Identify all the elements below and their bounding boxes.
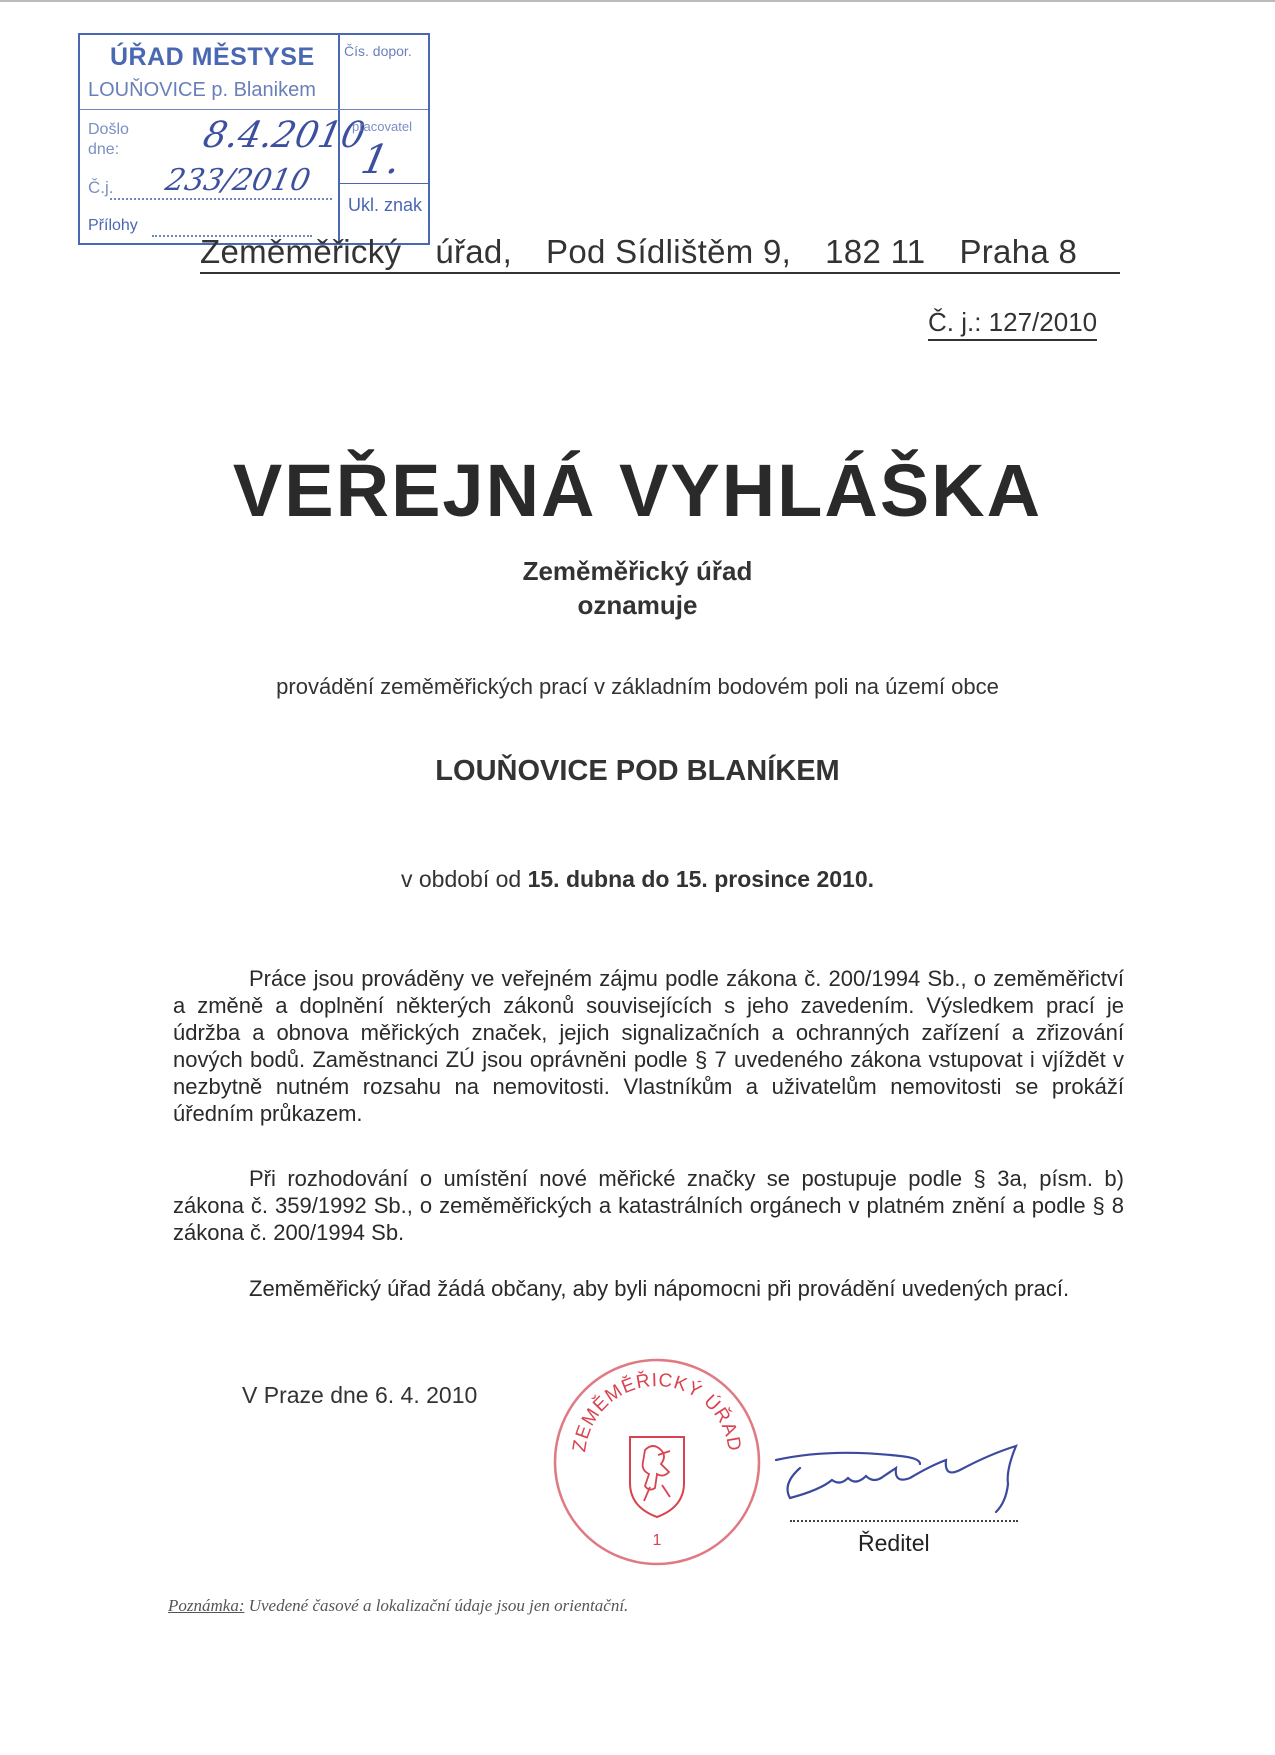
stamp-ref-number: 233/2010 bbox=[162, 163, 314, 198]
paragraph-text: Při rozhodování o umístění nové měřické značky se postupuje podle § 3a, písm. b) zákona č. 359/1992 Sb., o zeměměřických a katastrálních orgánech v platném znění a podle § 8 zákona č. 200/1994 Sb. bbox=[173, 1166, 1124, 1245]
stamp-worker-initial: 1. bbox=[357, 137, 406, 183]
footnote-label: Poznámka: bbox=[168, 1596, 245, 1615]
issuer: Zeměměřický úřad bbox=[522, 556, 753, 586]
period-from: 15. dubna bbox=[527, 866, 635, 892]
sender-address bbox=[200, 233, 1120, 274]
seal-number: 1 bbox=[652, 1532, 662, 1549]
stamp-office: ÚŘAD MĚSTYSE bbox=[110, 43, 315, 71]
stamp-town: LOUŇOVICE p. Blanikem bbox=[88, 79, 316, 101]
period bbox=[0, 866, 1275, 893]
stamp-received-label: Došlo bbox=[88, 121, 129, 138]
paragraph bbox=[173, 1165, 1124, 1246]
paragraph-text: Práce jsou prováděny ve veřejném zájmu podle zákona č. 200/1994 Sb., o zeměměřictví a změně a doplnění některých zákonů souvisejících s jeho zavedením. Výsledkem prací je údržba a obnova měřických značek, jejich signalizačních a ochranných zařízení a zřizování nových bodů. Zaměstnanci ZÚ jsou oprávněni podle § 7 uvedeného zákona vstupovat i vjíždět v nezbytně nutném rozsahu na nemovitosti. Vlastníkům a uživatelům nemovitosti se prokáží úředním průkazem. bbox=[173, 966, 1124, 1126]
stamp-filing-label: Ukl. znak bbox=[348, 195, 423, 215]
stamp-attachments-label: Přílohy bbox=[88, 217, 138, 234]
period-mid: do bbox=[641, 866, 670, 892]
paragraph bbox=[173, 1275, 1124, 1302]
address-institution-2: úřad, bbox=[435, 233, 513, 270]
registration-stamp bbox=[78, 33, 430, 245]
footnote bbox=[168, 1596, 628, 1616]
stamp-received-date: 8.4.2010 bbox=[199, 115, 369, 156]
paragraph bbox=[173, 965, 1124, 1127]
official-seal bbox=[550, 1355, 764, 1569]
scan-edge bbox=[0, 0, 1275, 2]
municipality: LOUŇOVICE POD BLANÍKEM bbox=[435, 755, 840, 787]
period-prefix: v období od bbox=[400, 866, 522, 892]
paragraph-text: Zeměměřický úřad žádá občany, aby byli nápomocni při provádění uvedených prací. bbox=[249, 1276, 1070, 1301]
stamp-ref-label: Č.j. bbox=[88, 178, 114, 197]
stamp-divider bbox=[338, 183, 428, 184]
place-date: V Praze dne 6. 4. 2010 bbox=[242, 1382, 478, 1408]
address-city: Praha 8 bbox=[959, 233, 1078, 270]
stamp-divider bbox=[80, 109, 428, 110]
signature bbox=[770, 1440, 1060, 1530]
footnote-text: Uvedené časové a lokalizační údaje jsou jen orientační. bbox=[248, 1596, 629, 1615]
stamp-ref-line bbox=[110, 198, 332, 200]
document-title: VEŘEJNÁ VYHLÁŠKA bbox=[232, 449, 1043, 532]
announces: oznamuje bbox=[577, 590, 698, 620]
stamp-received-label2: dne: bbox=[88, 141, 120, 158]
address-postal: 182 11 bbox=[825, 233, 926, 270]
address-street: Pod Sídlištěm 9, bbox=[546, 233, 792, 270]
stamp-cis-label: Čís. dopor. bbox=[344, 43, 412, 59]
period-to: 15. prosince 2010. bbox=[675, 866, 875, 892]
stamp-worker-label: pracovatel bbox=[352, 119, 412, 134]
intro-text: provádění zeměměřických prací v základním bodovém poli na území obce bbox=[276, 674, 999, 699]
reference-number: Č. j.: 127/2010 bbox=[928, 307, 1097, 341]
signature-line bbox=[790, 1520, 1018, 1522]
seal-text: ZEMĚMĚŘICKÝ ÚŘAD bbox=[569, 1369, 745, 1454]
address-institution: Zeměměřický bbox=[200, 233, 402, 270]
signer-title: Ředitel bbox=[858, 1530, 930, 1556]
